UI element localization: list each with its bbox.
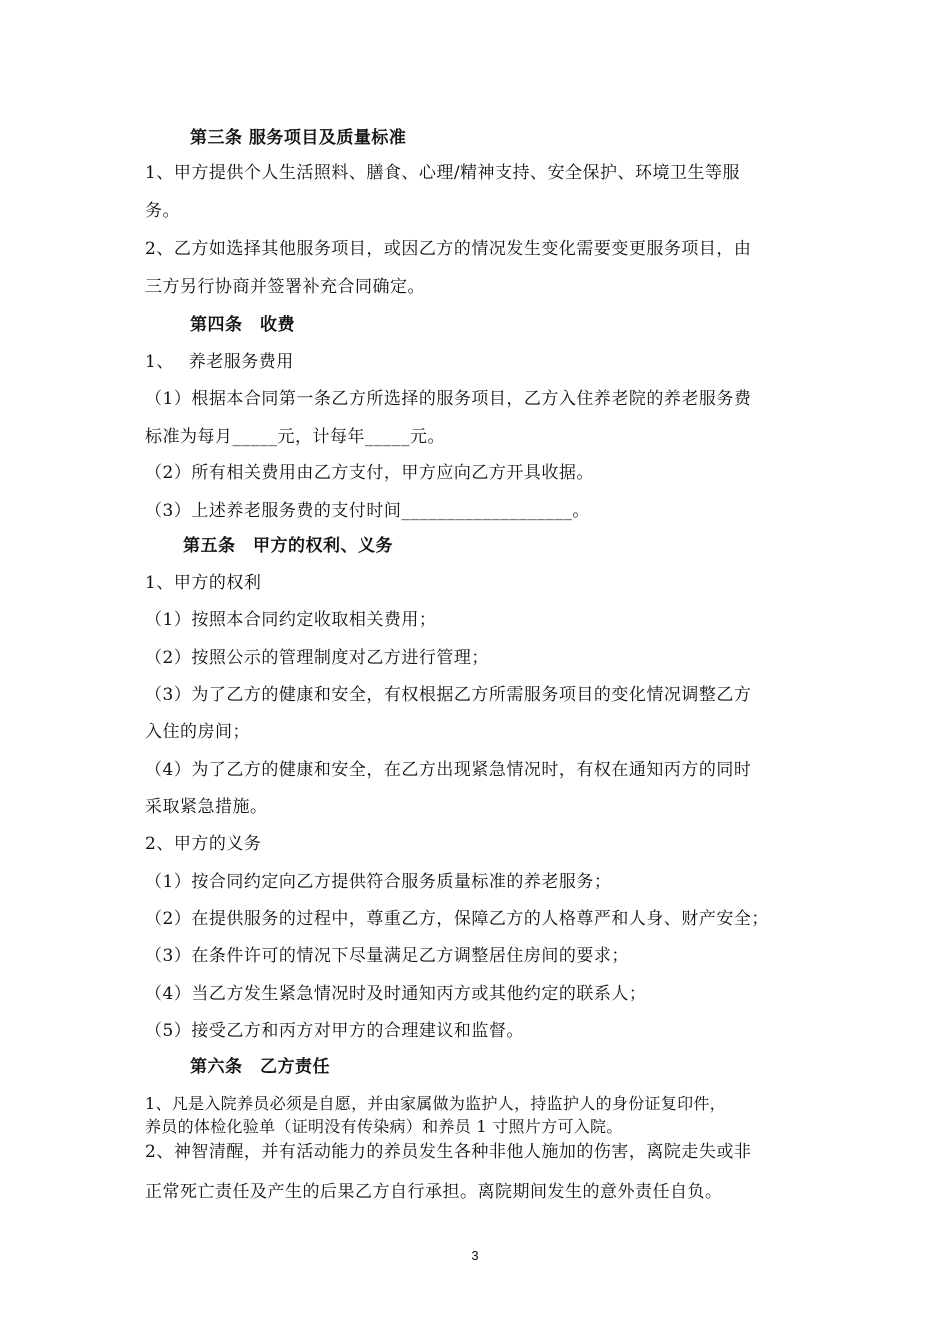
article6-para2-line2: 正常死亡责任及产生的后果乙方自行承担。离院期间发生的意外责任自负。 <box>145 1182 723 1202</box>
article6-para1-line1: 1、凡是入院养员必须是自愿，并由家属做为监护人，持监护人的身份证复印件， <box>145 1094 726 1113</box>
article5-duty-1: （1）按合同约定向乙方提供符合服务质量标准的养老服务； <box>145 872 612 892</box>
article5-duty-3: （3）在条件许可的情况下尽量满足乙方调整居住房间的要求； <box>145 946 629 966</box>
article3-para2-line2: 三方另行协商并签署补充合同确定。 <box>145 277 425 297</box>
article3-para1-line2: 务。 <box>145 201 180 221</box>
article4-sub2: （2）所有相关费用由乙方支付，甲方应向乙方开具收据。 <box>145 463 594 483</box>
article4-sub1-line1: （1）根据本合同第一条乙方所选择的服务项目，乙方入住养老院的养老服务费 <box>145 389 752 409</box>
article4-sub3: （3）上述养老服务费的支付时间___________________。 <box>145 501 590 521</box>
article3-para2-line1: 2、乙方如选择其他服务项目，或因乙方的情况发生变化需要变更服务项目，由 <box>145 239 752 259</box>
article5-duty-5: （5）接受乙方和丙方对甲方的合理建议和监督。 <box>145 1021 524 1041</box>
article3-heading: 第三条 服务项目及质量标准 <box>190 128 407 148</box>
article6-para1-line2: 养员的体检化验单（证明没有传染病）和养员 1 寸照片方可入院。 <box>145 1117 623 1136</box>
article5-right-3-line1: （3）为了乙方的健康和安全，有权根据乙方所需服务项目的变化情况调整乙方 <box>145 685 752 705</box>
article6-para2-line1: 2、神智清醒，并有活动能力的养员发生各种非他人施加的伤害，离院走失或非 <box>145 1142 752 1162</box>
article5-duty-2: （2）在提供服务的过程中，尊重乙方，保障乙方的人格尊严和人身、财产安全； <box>145 909 769 929</box>
article6-heading: 第六条 乙方责任 <box>190 1057 330 1077</box>
page-number: 3 <box>471 1248 479 1263</box>
article5-right-4-line2: 采取紧急措施。 <box>145 797 268 817</box>
article3-para1-line1: 1、甲方提供个人生活照料、膳食、心理/精神支持、安全保护、环境卫生等服 <box>145 163 741 183</box>
article5-right-1: （1）按照本合同约定收取相关费用； <box>145 610 437 630</box>
article5-right-4-line1: （4）为了乙方的健康和安全，在乙方出现紧急情况时，有权在通知丙方的同时 <box>145 760 752 780</box>
article5-rights-title: 1、甲方的权利 <box>145 573 262 593</box>
article4-heading: 第四条 收费 <box>190 315 295 335</box>
article5-right-3-line2: 入住的房间； <box>145 722 250 742</box>
article5-duties-title: 2、甲方的义务 <box>145 834 262 854</box>
article4-item1: 1、 养老服务费用 <box>145 352 294 372</box>
article5-duty-4: （4）当乙方发生紧急情况时及时通知丙方或其他约定的联系人； <box>145 984 647 1004</box>
article4-sub1-line2: 标准为每月_____元，计每年_____元。 <box>145 427 445 447</box>
article5-right-2: （2）按照公示的管理制度对乙方进行管理； <box>145 648 489 668</box>
article5-heading: 第五条 甲方的权利、义务 <box>183 536 393 556</box>
